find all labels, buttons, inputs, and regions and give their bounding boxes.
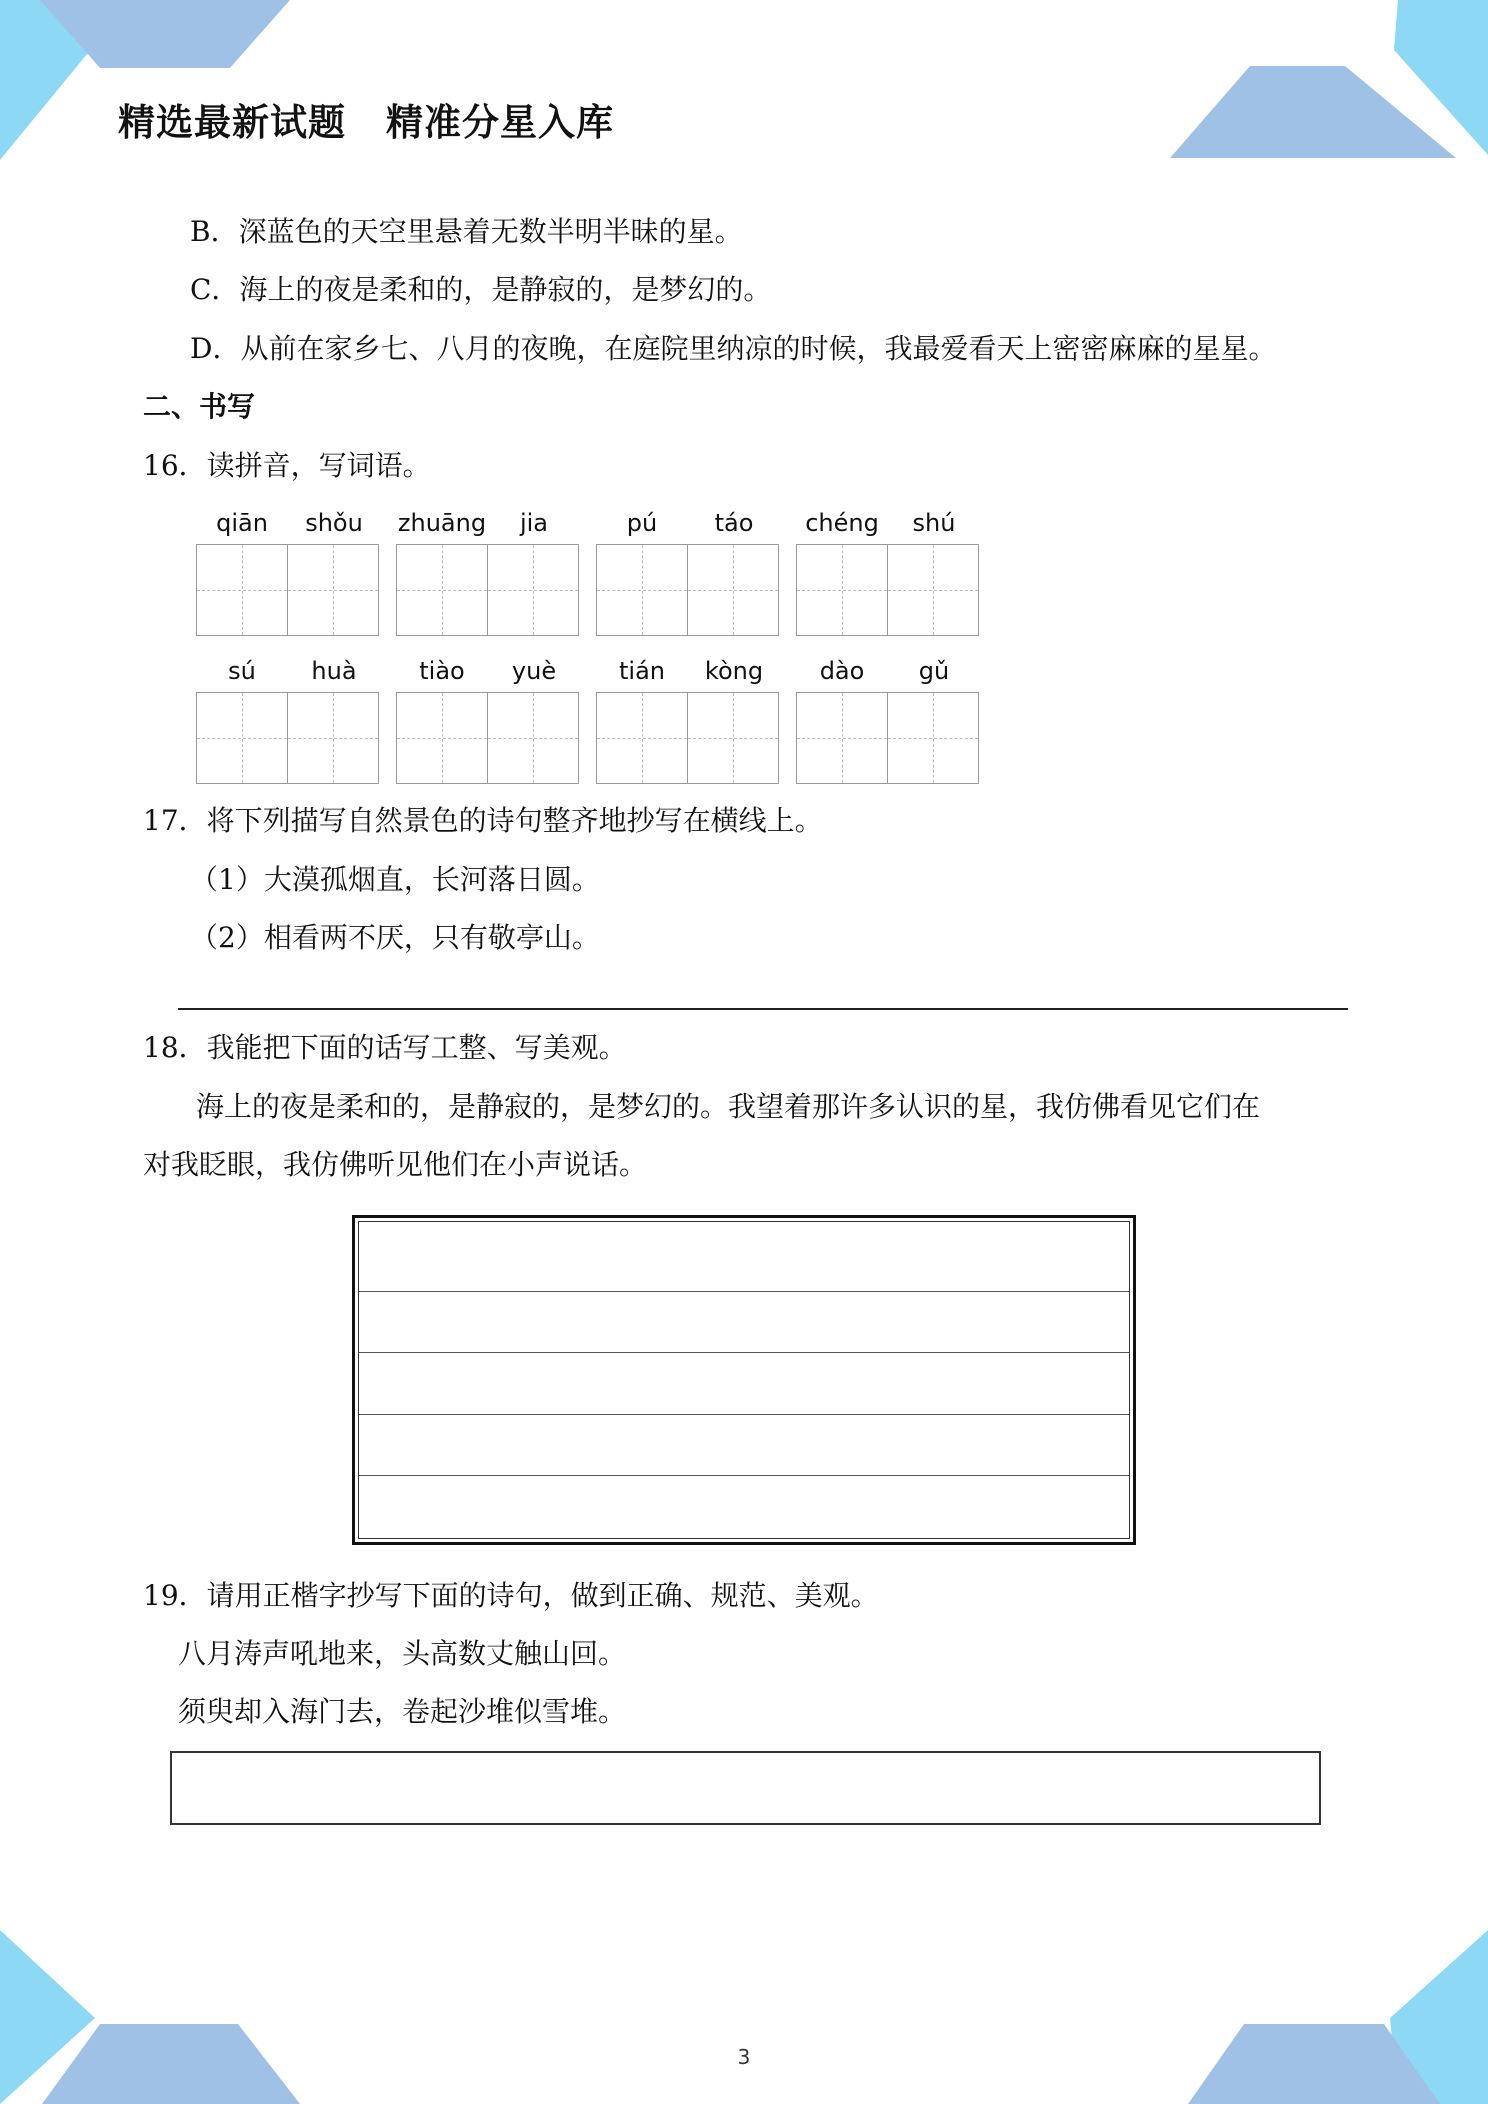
section-title: 二、书写 — [143, 390, 256, 423]
pinyin-label: yuè — [511, 657, 557, 685]
tian-grid-cell[interactable] — [596, 544, 688, 636]
writing-line[interactable] — [359, 1476, 1129, 1538]
pinyin-label: kòng — [704, 657, 764, 685]
tian-grid-cell[interactable] — [488, 544, 579, 636]
page-number: 3 — [737, 2045, 751, 2069]
tian-grid-cell[interactable] — [196, 544, 288, 636]
header-title — [118, 92, 614, 146]
pinyin-label: chéng — [805, 509, 879, 537]
writing-line[interactable] — [359, 1292, 1129, 1354]
writing-line[interactable] — [359, 1415, 1129, 1477]
tian-grid-cell[interactable] — [396, 692, 488, 784]
header-title-right: 精准分星入库 — [386, 101, 614, 144]
writing-line[interactable] — [359, 1222, 1129, 1292]
pinyin-label: jia — [519, 509, 549, 537]
handwriting-box[interactable] — [352, 1215, 1136, 1545]
option-b: B．深蓝色的天空里悬着无数半明半昧的星。 — [190, 215, 743, 248]
option-c: C．海上的夜是柔和的，是静寂的，是梦幻的。 — [190, 273, 772, 306]
q19-poem-line-1: 八月涛声吼地来，头高数丈触山回。 — [178, 1637, 627, 1670]
pinyin-label: táo — [714, 509, 754, 537]
q18-stem: 18．我能把下面的话写工整、写美观。 — [143, 1031, 627, 1064]
writing-line[interactable] — [359, 1353, 1129, 1415]
q17-item-2: （2）相看两不厌，只有敬亭山。 — [190, 921, 600, 954]
tian-grid-cell[interactable] — [888, 692, 979, 784]
pinyin-label: shú — [912, 509, 956, 537]
pinyin-label: huà — [311, 657, 357, 685]
tian-grid-cell[interactable] — [888, 544, 979, 636]
bottom-right-decoration — [1178, 1930, 1488, 2104]
top-right-decoration — [1170, 0, 1488, 170]
bottom-left-decoration — [0, 1930, 310, 2104]
option-d: D．从前在家乡七、八月的夜晚，在庭院里纳凉的时候，我最爱看天上密密麻麻的星星。 — [190, 332, 1277, 365]
pinyin-label: dào — [819, 657, 865, 685]
tian-grid-cell[interactable] — [688, 544, 779, 636]
q19-poem-line-2: 须臾却入海门去，卷起沙堆似雪堆。 — [178, 1695, 627, 1728]
tian-grid-cell[interactable] — [688, 692, 779, 784]
tian-grid-cell[interactable] — [288, 692, 379, 784]
pinyin-label: sú — [228, 657, 256, 685]
pinyin-label: tián — [619, 657, 665, 685]
copy-answer-box[interactable] — [170, 1751, 1321, 1825]
q16-stem: 16．读拼音，写词语。 — [143, 449, 431, 482]
tian-grid-cell[interactable] — [796, 544, 888, 636]
q18-passage-line-1: 海上的夜是柔和的，是静寂的，是梦幻的。我望着那许多认识的星，我仿佛看见它们在 — [196, 1090, 1261, 1123]
pinyin-label: zhuāng — [397, 509, 487, 537]
tian-grid-cell[interactable] — [596, 692, 688, 784]
header-title-left: 精选最新试题 — [118, 101, 346, 144]
q18-passage-line-2: 对我眨眼，我仿佛听见他们在小声说话。 — [143, 1148, 648, 1181]
tian-grid-cell[interactable] — [288, 544, 379, 636]
q17-stem: 17．将下列描写自然景色的诗句整齐地抄写在横线上。 — [143, 804, 823, 837]
tian-grid-cell[interactable] — [796, 692, 888, 784]
q19-stem: 19．请用正楷字抄写下面的诗句，做到正确、规范、美观。 — [143, 1579, 879, 1612]
tian-grid-cell[interactable] — [196, 692, 288, 784]
tian-grid-cell[interactable] — [396, 544, 488, 636]
pinyin-label: tiào — [419, 657, 465, 685]
answer-line[interactable] — [178, 1008, 1348, 1010]
pinyin-label: gǔ — [918, 657, 950, 685]
pinyin-label: qiān — [216, 509, 268, 537]
tian-grid-cell[interactable] — [488, 692, 579, 784]
pinyin-label: pú — [626, 509, 658, 537]
pinyin-label: shǒu — [305, 509, 363, 537]
q17-item-1: （1）大漠孤烟直，长河落日圆。 — [190, 863, 600, 896]
